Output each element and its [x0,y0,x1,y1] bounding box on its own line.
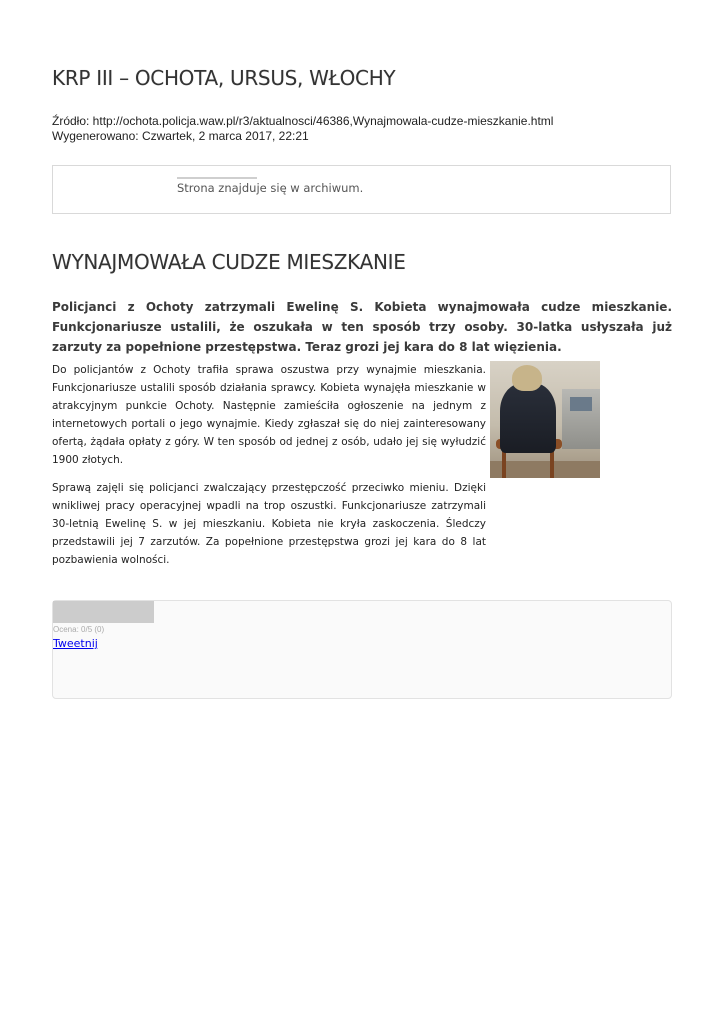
article-paragraph-1: Do policjantów z Ochoty trafiła sprawa oszustwa przy wynajmie mieszkania. Funkcjonariusze ustalili sposób działania sprawcy. Kobieta wynajęła mieszkanie w atrakcyjnym punkcie Ochoty. Następnie zamieściła ogłoszenie na jednym z internetowych portali o jego wynajmie. Kiedy zgłaszał się do niej zainteresowany ofertą, żądała opłaty z góry. W ten sposób od jednej z osób, udało jej się wyłudzić 1900 złotych. [52,364,486,466]
generated-date-line: Wygenerowano: Czwartek, 2 marca 2017, 22:21 [52,129,309,143]
archive-notice-divider [177,177,257,179]
rating-stars-bar[interactable] [53,601,154,623]
tweet-link[interactable]: Tweetnij [53,637,98,650]
print-meta [52,114,553,144]
archive-notice-box [52,165,671,214]
article-paragraph-2: Sprawą zajęli się policjanci zwalczający przestępczość przeciwko mieniu. Dzięki wnikliwej pracy operacyjnej wpadli na trop oszustki. Funkcjonariusze zatrzymali 30-letnią Ewelinę S. w jej mieszkaniu. Kobieta nie kryła zaskoczenia. Śledczy przedstawili jej 7 zarzutów. Za popełnione przestępstwa grozi jej kara do 8 lat pozbawienia wolności. [52,482,486,566]
source-url-line: Źródło: http://ochota.policja.waw.pl/r3/aktualnosci/46386,Wynajmowala-cudze-mieszkanie.html [52,114,554,128]
article-lead: Policjanci z Ochoty zatrzymali Ewelinę S. Kobieta wynajmowała cudze mieszkanie. Funkcjonariusze ustalili, że oszukała w ten sposób trzy osoby. 30-latka usłyszała już zarzuty za popełnione przestępstwa. Teraz grozi jej kara do 8 lat więzienia. [52,300,672,354]
rating-box [52,600,672,699]
rating-text: Ocena: 0/5 (0) [53,625,105,634]
article-title: WYNAJMOWAŁA CUDZE MIESZKANIE [52,250,406,274]
article-photo [490,361,600,478]
archive-notice-text: Strona znajduje się w archiwum. [177,181,364,195]
site-title: KRP III – OCHOTA, URSUS, WŁOCHY [52,66,396,90]
